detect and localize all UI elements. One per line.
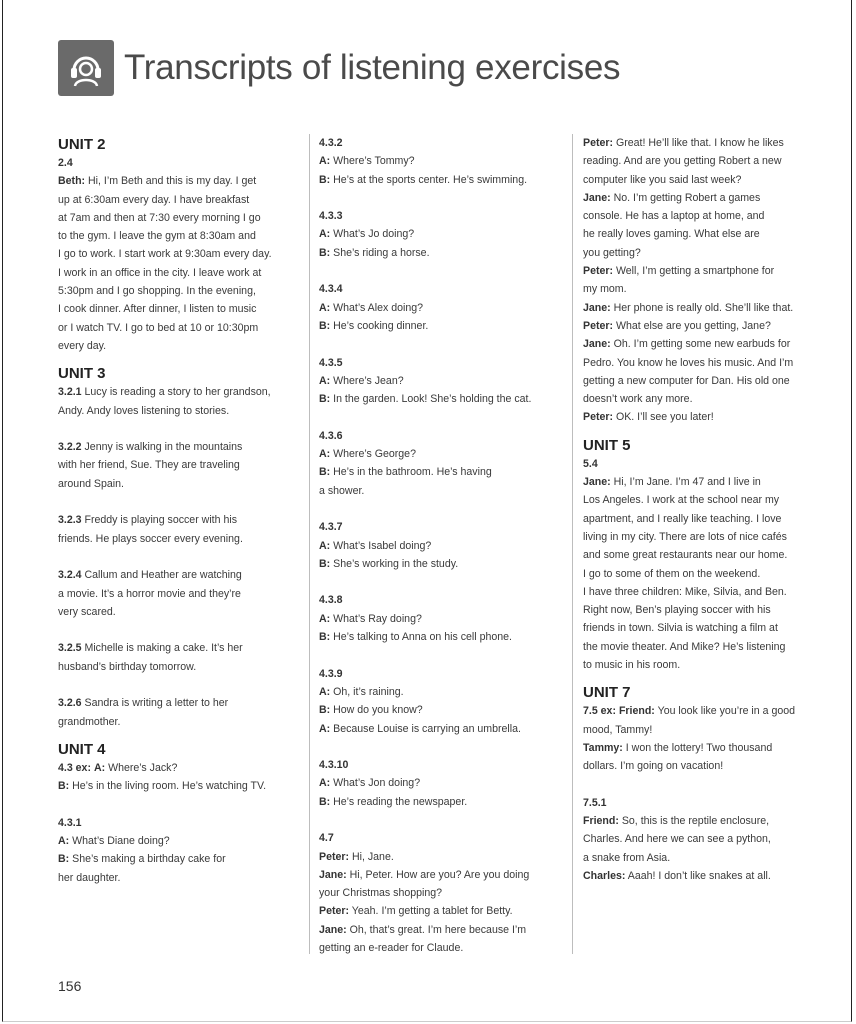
transcript-line: I have three children: Mike, Silvia, and Ben.: [583, 585, 787, 598]
transcript-line: a movie. It’s a horror movie and they’re: [58, 587, 241, 600]
page-title: Transcripts of listening exercises: [124, 48, 621, 87]
transcript-line: getting an e-reader for Claude.: [319, 942, 464, 955]
column-divider: [309, 134, 310, 954]
exercise-number: 4.3.2: [319, 137, 343, 149]
transcript-line: Jane: No. I’m getting Robert a games: [583, 191, 761, 204]
transcript-line: husband’s birthday tomorrow.: [58, 660, 197, 673]
exercise-number: 4.3.4: [319, 283, 343, 296]
transcript-line: up at 6:30am every day. I have breakfast: [58, 193, 250, 206]
exercise-number: 4.3.1: [58, 816, 82, 829]
transcript-line: doesn’t work any more.: [583, 393, 693, 406]
transcript-line: Peter: OK. I’ll see you later!: [583, 411, 714, 424]
transcript-line: he really loves gaming. What else are: [583, 228, 760, 241]
transcript-line: every day.: [58, 339, 107, 352]
exercise-number: 7.5.1: [583, 796, 607, 809]
transcript-line: B: He’s in the bathroom. He’s having: [319, 466, 492, 479]
transcript-line: console. He has a laptop at home, and: [583, 210, 765, 223]
transcript-line: Charles. And here we can see a python,: [583, 833, 771, 846]
exercise-number: 2.4: [58, 157, 73, 169]
column-2: [319, 134, 569, 957]
transcript-line: B: He’s talking to Anna on his cell phone.: [319, 631, 512, 644]
page-header: [58, 38, 620, 98]
transcript-line: Peter: What else are you getting, Jane?: [583, 319, 771, 332]
transcript-line: Peter: Well, I’m getting a smartphone for: [583, 265, 775, 278]
exercise-number: 4.3.5: [319, 356, 343, 369]
exercise-number: 5.4: [583, 457, 598, 470]
transcript-line: a snake from Asia.: [583, 851, 671, 864]
transcript-line: Pedro. You know he loves his music. And I’m: [583, 356, 794, 369]
transcript-line: a shower.: [319, 484, 365, 497]
transcript-line: living in my city. There are lots of nice cafés: [583, 530, 787, 543]
transcript-line: 3.2.3 Freddy is playing soccer with his: [58, 514, 237, 527]
transcript-line: 7.5 ex: Friend: You look like you’re in a good: [583, 705, 796, 718]
transcript-line: reading. And are you getting Robert a new: [583, 155, 782, 168]
transcript-line: at 7am and then at 7:30 every morning I go: [58, 211, 261, 224]
transcript-line: or I watch TV. I go to bed at 10 or 10:30pm: [58, 321, 259, 334]
column-1: [58, 134, 303, 887]
transcript-line: Peter: Great! He’ll like that. I know he likes: [583, 137, 784, 149]
transcript-line: and some great restaurants near our home.: [583, 549, 788, 562]
exercise-number: 4.3.6: [319, 429, 343, 442]
transcript-line: apartment, and I really like teaching. I love: [583, 512, 782, 525]
exercise-number: 4.3.3: [319, 210, 343, 223]
transcript-line: Beth: Hi, I’m Beth and this is my day. I get: [58, 175, 257, 188]
transcript-line: B: He’s cooking dinner.: [319, 319, 429, 332]
speaker-label: Beth:: [58, 175, 86, 188]
transcript-line: Jane: Oh. I’m getting some new earbuds for: [583, 338, 791, 351]
transcript-line: around Spain.: [58, 477, 124, 490]
page-number: 156: [58, 978, 82, 994]
unit-heading: UNIT 7: [583, 684, 631, 702]
transcript-line: 3.2.2 Jenny is walking in the mountains: [58, 441, 243, 454]
transcript-line: A: What’s Ray doing?: [319, 612, 422, 625]
transcript-line: mood, Tammy!: [583, 723, 653, 736]
transcript-line: you getting?: [583, 246, 641, 259]
transcript-line: A: Where’s George?: [319, 448, 416, 461]
transcript-line: A: What’s Isabel doing?: [319, 539, 432, 552]
transcript-line: 4.3 ex: A: Where’s Jack?: [58, 761, 178, 774]
transcript-line: I go to work. I start work at 9:30am every day.: [58, 248, 272, 261]
transcript-line: Jane: Oh, that’s great. I’m here because I’m: [319, 923, 527, 936]
transcript-line: your Christmas shopping?: [319, 887, 443, 900]
transcript-line: Jane: Hi, I’m Jane. I’m 47 and I live in: [583, 476, 761, 489]
transcript-line: A: What’s Diane doing?: [58, 835, 170, 848]
transcript-line: dollars. I’m going on vacation!: [583, 760, 724, 773]
transcript-line: A: Because Louise is carrying an umbrella.: [319, 722, 521, 735]
transcript-line: very scared.: [58, 605, 116, 618]
column-divider: [572, 134, 573, 954]
transcript-line: Charles: Aaah! I don’t like snakes at all.: [583, 869, 771, 882]
transcript-line: B: She’s working in the study.: [319, 557, 459, 570]
transcript-line: I work in an office in the city. I leave work at: [58, 266, 262, 279]
unit-heading: UNIT 4: [58, 740, 106, 758]
transcript-line: B: How do you know?: [319, 704, 423, 717]
transcript-line: A: Where’s Jean?: [319, 374, 404, 387]
transcript-line: Friend: So, this is the reptile enclosure,: [583, 815, 770, 828]
transcript-line: B: She’s making a birthday cake for: [58, 853, 226, 866]
transcript-line: computer like you said last week?: [583, 173, 742, 186]
transcript-line: friends in town. Silvia is watching a film at: [583, 622, 778, 635]
transcript-line: Los Angeles. I work at the school near my: [583, 494, 780, 507]
transcript-line: B: She’s riding a horse.: [319, 246, 430, 259]
transcript-line: 3.2.1 Lucy is reading a story to her grandson,: [58, 386, 271, 399]
transcript-line: to music in his room.: [583, 659, 681, 672]
column-3: [583, 134, 823, 885]
transcript-line: her daughter.: [58, 871, 121, 884]
exercise-number: 4.3.9: [319, 667, 343, 680]
transcript-line: A: What’s Alex doing?: [319, 301, 424, 314]
transcript-line: 3.2.4 Callum and Heather are watching: [58, 569, 242, 582]
transcript-line: Right now, Ben’s playing soccer with his: [583, 604, 771, 617]
transcript-line: grandmother.: [58, 715, 121, 728]
transcript-line: B: He’s in the living room. He’s watching TV.: [58, 780, 267, 793]
transcript-line: Jane: Her phone is really old. She’ll like that.: [583, 301, 794, 314]
transcript-line: getting a new computer for Dan. His old one: [583, 374, 790, 387]
transcript-line: A: Where’s Tommy?: [319, 155, 415, 168]
transcript-line: Jane: Hi, Peter. How are you? Are you doing: [319, 868, 530, 881]
transcript-line: 3.2.6 Sandra is writing a letter to her: [58, 697, 229, 710]
transcript-line: A: Oh, it’s raining.: [319, 685, 404, 698]
unit-heading: UNIT 3: [58, 365, 106, 383]
exercise-number: 4.3.8: [319, 594, 343, 607]
transcript-line: B: He’s reading the newspaper.: [319, 795, 468, 808]
transcript-line: 3.2.5 Michelle is making a cake. It’s her: [58, 642, 243, 655]
transcript-line: Peter: Hi, Jane.: [319, 850, 394, 863]
transcript-line: friends. He plays soccer every evening.: [58, 532, 243, 545]
transcript-line: B: He’s at the sports center. He’s swimming.: [319, 173, 528, 186]
exercise-number: 4.7: [319, 832, 334, 845]
transcript-line: B: In the garden. Look! She’s holding the cat.: [319, 393, 532, 406]
transcript-line: Andy. Andy loves listening to stories.: [58, 404, 230, 417]
transcript-line: A: What’s Jon doing?: [319, 777, 421, 790]
transcript-line: 5:30pm and I go shopping. In the evening,: [58, 285, 256, 298]
transcript-line: I go to some of them on the weekend.: [583, 567, 761, 580]
transcript-line: my mom.: [583, 283, 627, 296]
transcript-line: A: What’s Jo doing?: [319, 228, 415, 241]
exercise-number: 4.3.7: [319, 521, 343, 534]
transcript-line: to the gym. I leave the gym at 8:30am and: [58, 230, 256, 243]
headphones-person-icon: [58, 40, 114, 96]
transcript-line: with her friend, Sue. They are traveling: [58, 459, 240, 472]
transcript-line: the movie theater. And Mike? He’s listening: [583, 640, 786, 653]
exercise-number: 4.3.10: [319, 759, 349, 772]
transcript-line: I cook dinner. After dinner, I listen to music: [58, 303, 257, 316]
unit-heading: UNIT 2: [58, 136, 106, 153]
transcript-line: Peter: Yeah. I’m getting a tablet for Betty.: [319, 905, 513, 918]
unit-heading: UNIT 5: [583, 436, 631, 454]
transcript-line: Tammy: I won the lottery! Two thousand: [583, 741, 773, 754]
